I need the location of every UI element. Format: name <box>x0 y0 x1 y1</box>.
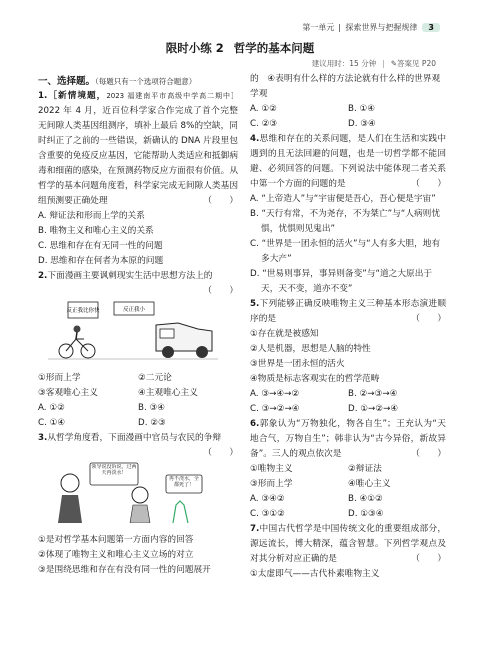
question-7 <box>250 522 446 567</box>
official-head <box>61 474 79 492</box>
q4-option-a: A. “上帝造人”与“宇宙便是吾心，吾心便是宇宙” <box>250 194 436 204</box>
rider-body <box>76 332 77 339</box>
q3-option-d: D. ③④ <box>348 119 376 129</box>
q1-tag: ［新情境题， <box>47 91 107 101</box>
q4-number: 4. <box>250 134 260 144</box>
q7-answer-paren: （ ） <box>411 554 446 564</box>
question-5 <box>250 297 446 327</box>
q6-option-c: C. ③①② <box>250 509 285 519</box>
question-6 <box>250 417 446 462</box>
q4-option-c: C. “世界是一团永恒的活火”与“人有多大胆，地有多大产” <box>250 239 441 264</box>
q6-options <box>250 492 446 522</box>
question-4 <box>250 132 446 192</box>
q2-items <box>38 371 238 401</box>
q7-item-1: ①太虚即气——古代朴素唯物主义 <box>250 569 380 579</box>
q3-item-3: ③是围绕思维和存在有没有同一性的问题展开 <box>38 565 211 575</box>
q2-item-2: ②二元论 <box>138 373 172 383</box>
running-header <box>302 22 440 33</box>
official-bubble-frame <box>91 464 137 484</box>
wilting-plant <box>173 501 188 523</box>
q6-item-2: ②辩证法 <box>348 464 382 474</box>
q3-item-2: ②体现了唯物主义和唯心主义立场的对立 <box>38 550 194 560</box>
q1-option-b: B. 唯物主义和唯心主义的关系 <box>38 226 154 236</box>
q5-option-c: C. ③→②→④ <box>250 404 300 414</box>
q2-cartoon <box>48 288 238 367</box>
truck-wheel-rear <box>196 346 208 358</box>
q2-option-d: D. ②③ <box>138 418 166 428</box>
q3-item-1: ①是对哲学基本问题第一方面内容的回答 <box>38 535 194 545</box>
q1-option-d: D. 思维和存在何者为本原的问题 <box>38 256 164 266</box>
page-title <box>0 40 480 56</box>
q5-item-2: ②人是机器，思想是人脑的特性 <box>250 344 371 354</box>
right-column <box>250 72 446 582</box>
q6-answer-paren: （ ） <box>411 449 446 459</box>
q1-number: 1. <box>38 91 48 101</box>
farmer-bubble-text: 再不浇水，全都死了！ <box>168 476 199 488</box>
q1-option-a: A. 辩证法和形而上学的关系 <box>38 211 145 221</box>
section-label: 一、选择题。 <box>38 76 96 87</box>
q6-stem: 郭象认为“万物独化，物各自生”；王充认为“天地合气，万物自生”；韩非认为“古今异俗，新故异备”。三人的观点依次是 <box>250 419 446 459</box>
q2-number: 2. <box>38 271 48 281</box>
q2-option-b: B. ③④ <box>138 403 166 413</box>
section-heading <box>38 74 238 89</box>
q7-stem: 中国古代哲学是中国传统文化的重要组成部分，源远流长，博大精深，蕴含智慧。下列哲学观点及对其分析对应正确的是 <box>250 524 446 564</box>
q5-item-4: ④物质是标志客观实在的哲学范畴 <box>250 374 380 384</box>
answer-reference: 答案见 P20 <box>397 59 436 68</box>
meta-line <box>312 58 436 69</box>
q3-stem: 从哲学角度看，下面漫画中官员与农民的争辩 <box>47 433 222 443</box>
q2-option-a: A. ①② <box>38 403 65 413</box>
q5-option-d: D. ①→②→④ <box>348 404 399 414</box>
farmer-bubble-frame <box>167 476 201 492</box>
suggested-time: 建议用时：15 分钟 <box>311 59 377 68</box>
q5-item-3: ③世界是一团永恒的活火 <box>250 359 345 369</box>
truck-wheel-front <box>162 346 174 358</box>
section-note: （每题只有一个选项符合题意） <box>95 77 197 86</box>
topic-title: 哲学的基本问题 <box>233 41 315 55</box>
question-3 <box>38 431 238 458</box>
left-bubble-text: 反正我比你快 <box>66 308 100 314</box>
q3-answer-paren: （ ） <box>203 448 238 458</box>
q1-source: 2023 福建南平市高级中学高二期中］ <box>106 92 238 100</box>
q4-option-d: D. “世易则事异，事异则备变”与“道之大原出于天，天不变，道亦不变” <box>250 269 433 294</box>
unit-label: 第一单元 <box>302 23 335 32</box>
lesson-label: 限时小练 2 <box>165 41 224 55</box>
page-number: 3 <box>422 23 440 32</box>
q2-answer-paren: （ ） <box>203 286 238 296</box>
q3-option-c: C. ②③ <box>250 119 278 129</box>
q6-item-3: ③形而上学 <box>250 479 293 489</box>
header-divider <box>339 24 340 32</box>
q6-number: 6. <box>250 419 260 429</box>
q6-item-4: ④唯心主义 <box>348 479 391 489</box>
q6-option-a: A. ③④② <box>250 494 285 504</box>
q2-item-3: ③客观唯心主义 <box>38 388 98 398</box>
rider-head <box>74 326 81 333</box>
bike-truck-cartoon <box>48 299 218 361</box>
pencil-icon: ✎ <box>390 59 398 68</box>
q3-number: 3. <box>38 433 48 443</box>
q3-continued-tail: 学观 <box>250 89 268 99</box>
q5-stem: 下列能够正确反映唯物主义三种基本形态演进顺序的是 <box>250 299 446 324</box>
q2-stem: 下面漫画主要讽刺现实生活中思想方法上的 <box>47 271 213 281</box>
q3-options <box>250 102 446 132</box>
q1-option-c: C. 思维和存在有无同一性的问题 <box>38 241 163 251</box>
q5-item-1: ①存在就是被感知 <box>250 329 319 339</box>
q1-answer-paren: （ ） <box>203 196 238 206</box>
q6-items <box>250 462 446 492</box>
q5-answer-paren: （ ） <box>411 314 446 324</box>
q3-option-a: A. ①② <box>250 104 277 114</box>
q3-continued-line: 的 ④表明有什么样的方法论就有什么样的世界观 <box>250 74 441 84</box>
meta-separator: | <box>382 59 385 68</box>
official-body <box>58 495 82 523</box>
q5-option-b: B. ②→③→④ <box>348 389 398 399</box>
q5-option-a: A. ③→④→② <box>250 389 300 399</box>
q4-option-b: B. “天行有常，不为尧存，不为桀亡”与“人病则忧惧，忧惧则见鬼出” <box>250 209 441 234</box>
q6-item-1: ①唯物主义 <box>250 464 293 474</box>
question-2 <box>38 269 238 296</box>
q6-option-d: D. ①③④ <box>348 509 384 519</box>
farmer-body <box>130 505 150 523</box>
q2-option-c: C. ①④ <box>38 418 66 428</box>
q4-answer-paren: （ ） <box>411 179 446 189</box>
q7-number: 7. <box>250 524 260 534</box>
q1-stem: 2022 年 4 月，近百位科学家合作完成了首个完整无间隙人类基因组测序，填补上最后 8%的空缺，同时纠正了之前的一些错误，新确认的 DNA 片段里包含重要的免疫反应基因，它能帮助人类适应和抵御病毒和细菌的感染，在预测药物反应方面很有价值。从哲学的基本问题角度看，科学家完成无间隙人类基因组预测要正确处理 <box>38 106 238 206</box>
q3-cartoon <box>48 450 238 529</box>
official-bubble-text: 领导说没诉说，过两天再淡水！ <box>91 464 137 476</box>
truck-window <box>160 329 174 338</box>
q2-item-4: ④主观唯心主义 <box>138 388 198 398</box>
official-farmer-cartoon <box>48 461 218 523</box>
q4-stem: 思维和存在的关系问题，是人们在生活和实践中遇到的且无法回避的问题，也是一切哲学都不能回避、必须回答的问题。下列说法中能体现二者关系中第一个方面的问题的是 <box>250 134 446 189</box>
q6-option-b: B. ④①② <box>348 494 383 504</box>
right-bubble-text: 反正我小 <box>122 307 146 313</box>
q2-item-1: ①形而上学 <box>38 373 81 383</box>
q2-options <box>38 401 238 431</box>
question-1 <box>38 89 238 209</box>
q5-options <box>250 387 446 417</box>
q3-option-b: B. ①④ <box>348 104 376 114</box>
left-column <box>38 72 238 578</box>
farmer-head <box>132 487 148 503</box>
unit-title: 探索世界与把握规律 <box>345 23 418 32</box>
q5-number: 5. <box>250 299 260 309</box>
